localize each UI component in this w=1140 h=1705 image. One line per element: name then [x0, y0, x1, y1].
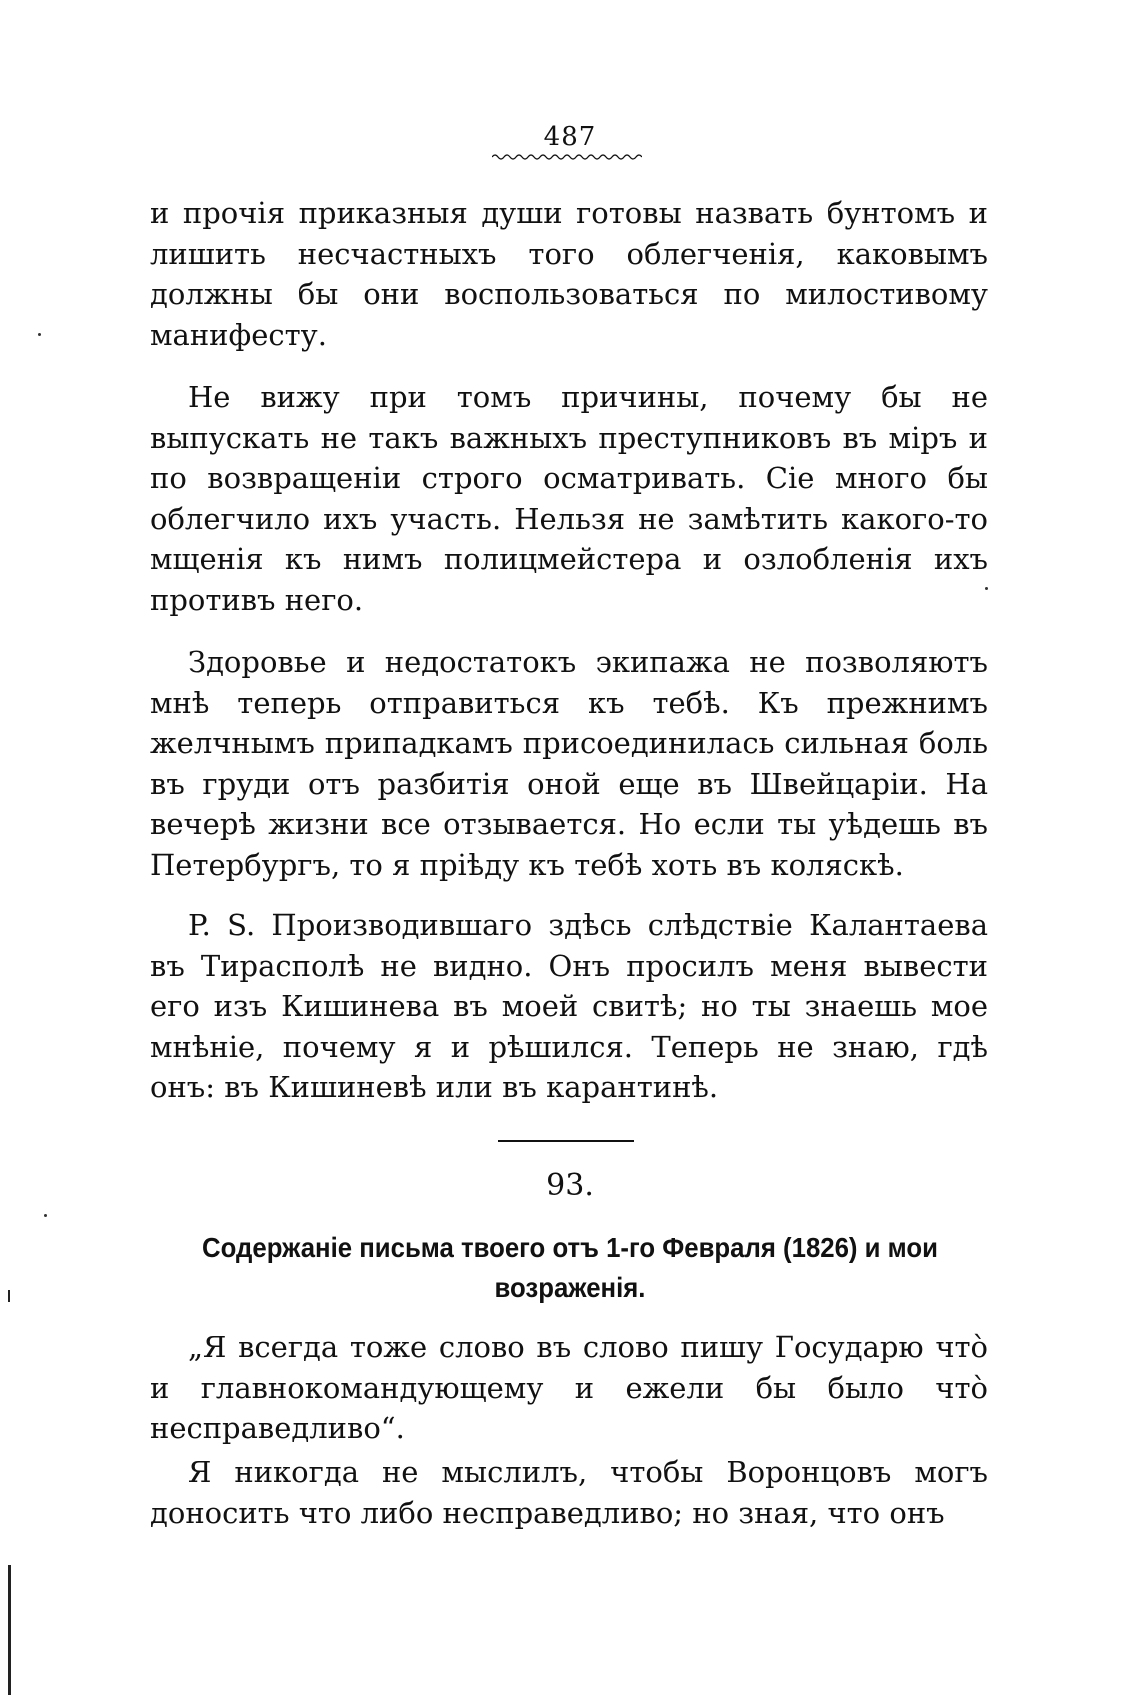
- section-heading: Содержаніе письма твоего отъ 1-го Февраля (1826) и мои возраженія.: [202, 1232, 938, 1303]
- scan-speck: [985, 587, 988, 590]
- scan-margin-line: [8, 1565, 11, 1695]
- paragraph-quote: „Я всегда тоже слово въ слово пишу Государю что̀ и главнокомандующему и ежели бы было что̀ несправедливо“.: [150, 1330, 988, 1445]
- page-number: 487: [543, 122, 597, 152]
- page-number-ornament: [492, 153, 642, 161]
- paragraph-1: и прочія приказныя души готовы назвать бунтомъ и лишить несчастныхъ того облегченія, каковымъ должны бы они воспользоваться по милостивому манифесту.: [150, 196, 988, 352]
- scan-speck: [38, 333, 41, 336]
- paragraph-reply: Я никогда не мыслилъ, чтобы Воронцовъ могъ доносить что либо несправедливо; но зная, что онъ: [150, 1455, 988, 1530]
- section-divider: [498, 1140, 634, 1142]
- section-number: 93.: [546, 1168, 594, 1203]
- scan-speck: [44, 1214, 47, 1217]
- paragraph-postscript: P. S. Производившаго здѣсь слѣдствіе Калантаева въ Тирасполѣ не видно. Онъ просилъ меня вывести его изъ Кишинева въ моей свитѣ; но ты знаешь мое мнѣніе, почему я и рѣшился. Теперь не знаю, гдѣ онъ: въ Кишиневѣ или въ карантинѣ.: [150, 908, 988, 1104]
- paragraph-2: Не вижу при томъ причины, почему бы не выпускать не такъ важныхъ преступниковъ въ міръ и по возвращеніи строго осматривать. Сіе много бы облегчило ихъ участь. Нельзя не замѣтить какого-то мщенія къ нимъ полицмейстера и озлобленія ихъ противъ него.: [150, 380, 988, 617]
- scan-margin-line: [8, 1290, 10, 1302]
- paragraph-3: Здоровье и недостатокъ экипажа не позволяютъ мнѣ теперь отправиться къ тебѣ. Къ прежнимъ желчнымъ припадкамъ присоединилась сильная боль въ груди отъ разбитія оной еще въ Швейцаріи. На вечерѣ жизни все отзывается. Но если ты уѣдешь въ Петербургъ, то я пріѣду къ тебѣ хоть въ коляскѣ.: [150, 645, 988, 882]
